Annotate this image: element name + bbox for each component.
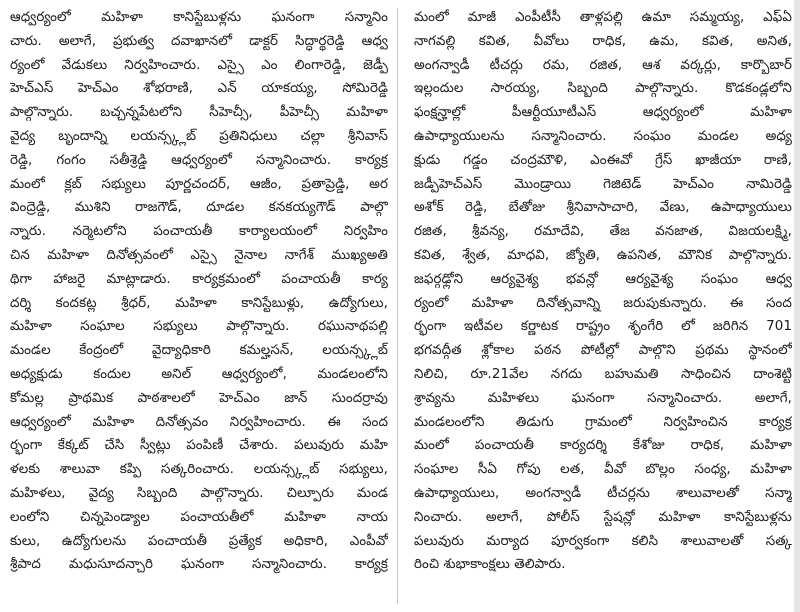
text-line: ఆధ్వర్యంలో మహిళా కానిస్టేబుళ్లను ఘనంగా సన్మానిం — [10, 10, 388, 25]
text-line: నించారు. అలాగే, పోలీస్ స్టేషన్లో మహిళా కానిస్టేబుళ్లను — [414, 509, 792, 525]
column-divider — [397, 8, 398, 604]
text-line: రెడ్డి, గంగం సతీశ్రెడ్డి ఆధ్వర్యంలో సన్మానించారు. కార్యక్ర — [10, 152, 388, 168]
text-line: దర్శి కందకట్ల శ్రీధర్, మహిళా కానిస్టేబుళ్లు, ఉద్యోగులు, — [10, 295, 388, 311]
text-line: అంగన్వాడీ టీచర్లు రమ, రజిత, ఆశ వర్కర్లు, కార్బొబార్ — [414, 57, 792, 73]
text-line: ర్యంలో వేడుకలు నిర్వహించారు. ఎస్సై ఎం లింగారెడ్డి, జెడ్పీ — [10, 57, 388, 73]
text-line: ఉపాధ్యాయులు, అంగన్వాడీ టీచర్లను శాలువాలతో సన్మా — [414, 485, 792, 501]
text-line: ఆధ్వర్యంలో మహిళా దినోత్సవం నిర్వహించారు. ఈ సంద — [10, 414, 388, 430]
text-line: ర్యంలో మహిళా దినోత్సవాన్ని జరుపుకున్నారు. ఈ సంద — [414, 295, 792, 311]
text-line: ళలకు శాలువా కప్పి సత్కరించారు. లయన్స్క్లబ్ సభ్యులు, — [10, 462, 388, 478]
text-line: ర్భంగా కేక్కట్ చేసి స్వీట్లు పంపిణీ చేశారు. పలువురు మహి — [10, 438, 388, 454]
text-line: క్షుడు గడ్డం చంద్రమౌళి, ఎంఈవో గ్రేస్ ఖాజీయా రాణి, — [414, 152, 792, 168]
text-line: వింద్రెడ్డి, ముశిని రాజగౌడ్, దూడల కనకయ్యగౌడ్ పాల్గొ — [10, 200, 388, 216]
text-line: నిలిచి, రూ.21వేల నగదు బహుమతి సాధించిన దాంశెట్టి — [414, 366, 792, 382]
text-line: రజిత, శ్రీవన్య, రమాదేవి, తేజ వనజాత, విజయలక్ష్మి, — [414, 224, 792, 240]
text-line: రించి శుభాకాంక్షలు తెలిపారు. — [414, 557, 566, 573]
text-line: న్నారు. నర్మెటలోని పంచాయతీ కార్యాలయంలో నిర్వహిం — [10, 224, 388, 240]
clipping-edge — [794, 0, 800, 612]
text-line: థిగా హాజరై మాట్లాడారు. కార్యక్రమంలో పంచాయతీ కార్య — [10, 271, 388, 287]
text-line: జడ్పీహెచ్ఎస్ మొండ్రాయి గెజిటెడ్ హెచ్ఎం నామిరెడ్డి — [414, 176, 792, 192]
text-line: చారు. అలాగే, ప్రభుత్వ దవాఖానలో డాక్టర్ సిద్ధార్థరెడ్డి ఆధ్వ — [10, 33, 388, 49]
text-line: శ్రావ్యను మహిళలు ఘనంగా సన్మానించారు. అలాగే, — [414, 390, 792, 406]
text-line: మండల కేంద్రంలో వైద్యాధికారి కమల్హసన్, లయన్స్క్లబ్ — [10, 343, 388, 359]
right-column — [414, 6, 792, 606]
text-line: మండలంలోని తిడుగు గ్రామంలో నిర్వహించిన కార్యక్ర — [414, 414, 792, 430]
text-line: మంలో క్లబ్ సభ్యులు పూర్ణచందర్, ఆజీం, ప్రతాప్రెడ్డి, అర — [10, 176, 388, 192]
text-line: అశోక్ రెడ్డి, బేతోజు శ్రీనివాసాచారి, వేణు, ఉపాధ్యాయులు — [414, 200, 792, 216]
text-line: లంలోని చిన్నపెండ్యాల పంచాయతీలో మహిళా నాయ — [10, 509, 388, 525]
text-line: ర్భంగా ఇటీవల కర్ణాటక రాష్ట్రం శృంగేరి లో జరిగిన 701 — [414, 319, 792, 335]
text-line: మంలో పంచాయతీ కార్యదర్శి కేశోజు రాధిక, మహిళా — [414, 438, 792, 454]
left-column — [10, 6, 388, 606]
text-line: మహిళా సంఘాల సభ్యులు పాల్గొన్నారు. రఘునాథపల్లి — [10, 319, 388, 335]
text-line: చిన మహిళా దినోత్సవంలో ఎస్సై నైనాల నాగేశ్ ముఖ్యఅతి — [10, 247, 388, 263]
text-line: కోమల్ల ప్రాథమిక పాఠశాలలో హెచ్ఎం జాన్ సుందర్రావు — [10, 390, 388, 406]
text-line: ఇల్లందుల సారయ్య, సిబ్బంది పాల్గొన్నారు. కొడకండ్లలోని — [414, 81, 792, 97]
text-line: ఉపాధ్యాయులను సన్మానించారు. సంఘం మండల అధ్య — [414, 128, 792, 144]
text-line: మంలో మాజీ ఎంపీటీసీ తాళ్లపల్లి ఉమా సమ్మయ్య, ఎఫ్ఏ — [414, 10, 792, 25]
text-line: జఫర్గఢ్లోని ఆర్యవైశ్య భవన్లో ఆర్యవైశ్య సంఘం ఆధ్వ — [414, 271, 792, 287]
text-line: మహిళలు, వైద్య సిబ్బంది పాల్గొన్నారు. చిల్పూరు మండ — [10, 485, 388, 501]
text-line: భగవద్గీత శ్లోకాల పఠన పోటీల్లో పాల్గొని ప్రథమ స్థానంలో — [414, 343, 792, 359]
text-line: నాగవల్లి కవిత, వీవోలు రాధిక, ఉమ, కవిత, అనిత, — [414, 33, 792, 49]
text-line: ఫంక్షన్హాల్లో పీఆర్టీయూటీఎస్ ఆధ్వర్యంలో మహిళా — [414, 105, 792, 121]
text-line: పాల్గొన్నారు. బచ్చన్నపేటలోని సీహెచ్సీ, పీహెచ్సీ మహిళా — [10, 105, 388, 121]
text-line: సంఘాల సీఏ గోపు లత, వీవో బొల్లం సంధ్య, మహిళా — [414, 462, 792, 478]
text-line: వైద్య బృందాన్ని లయన్స్క్లబ్ ప్రతినిధులు చల్లా శ్రీనివాస్ — [10, 128, 388, 144]
text-line: కులు, ఉద్యోగులను పంచాయతీ ప్రత్యేక అధికారి, ఎంపీవో — [10, 533, 388, 549]
text-line: హెచ్ఎస్ హెచ్ఎం శోభరాణి, ఎన్ యాకయ్య, సోమిరెడ్డి — [10, 81, 388, 97]
text-line: శ్రీపాద మధుసూదన్చారి ఘనంగా సన్మానించారు. కార్యక్ర — [10, 557, 388, 573]
text-line: అధ్యక్షుడు కందుల అనిల్ ఆధ్వర్యంలో, మండలంలోని — [10, 366, 388, 382]
text-line: కవిత, శ్వేత, మాధవి, జ్యోతి, ఉపనిత, మౌనిక పాల్గొన్నారు. — [414, 247, 792, 263]
text-line: పలువురు మర్యాద పూర్వకంగా కలిసి శాలువాలతో సత్క — [414, 533, 792, 549]
